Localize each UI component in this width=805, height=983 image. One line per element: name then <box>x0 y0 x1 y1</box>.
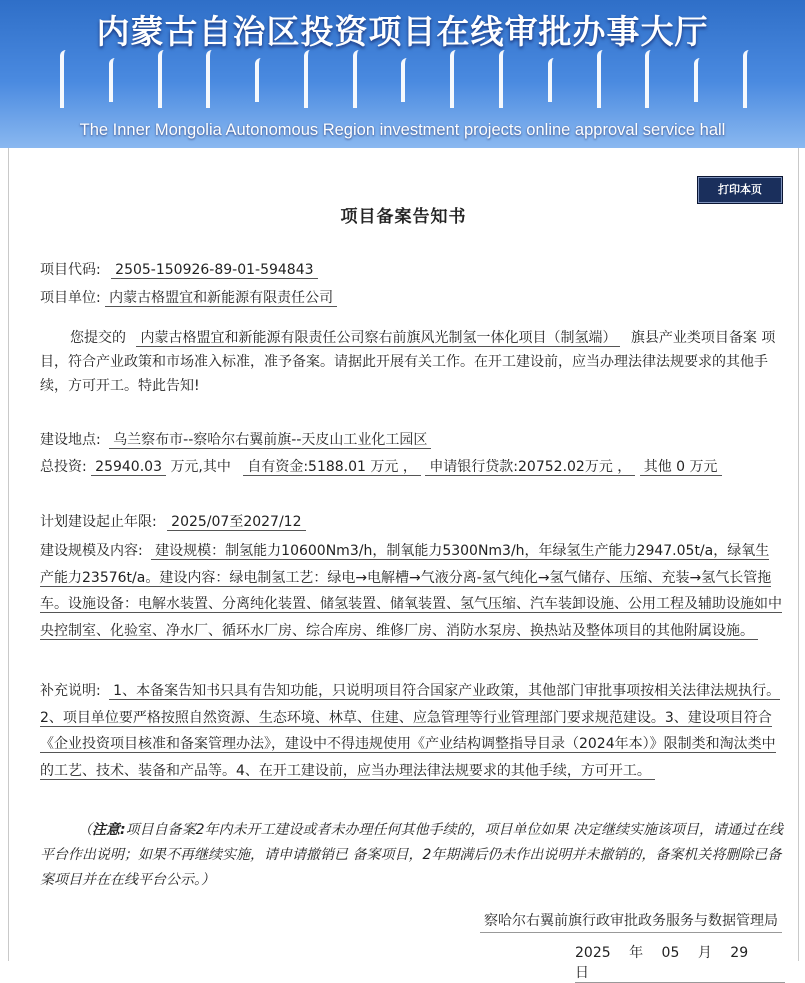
project-code-value: 2505-150926-89-01-594843 <box>111 262 317 279</box>
supplement-value: 1、本备案告知书只具有告知功能，只说明项目符合国家产业政策，其他部门审批事项按相关法律法规执行。2、项目单位要严格按照自然资源、生态环境、林草、住建、应急管理等行业管理部门要求规范建设。3、建设项目符合《企业投资项目核准和备案管理办法》，建设中不得违规使用《产业结构调整指导目录（2024年本）》限制类和淘汰类中的工艺、技术、装备和产品等。4、在开工建设前，应当办理法律法规要求的其他手续，方可开工。 <box>40 683 781 779</box>
project-code-row <box>40 259 318 281</box>
investment-value: 25940.03 <box>91 459 166 476</box>
project-unit-value: 内蒙古格盟宜和新能源有限责任公司 <box>105 290 337 307</box>
notice-intro: 您提交的 <box>70 330 126 346</box>
site-title-en: The Inner Mongolia Autonomous Region investment projects online approval service hall <box>79 121 726 139</box>
note-prefix: （ <box>78 822 92 838</box>
scale-value: 建设规模：制氢能力10600Nm3/h，制氧能力5300Nm3/h，年绿氢生产能力2947.05t/a，绿氧生产能力23576t/a。建设内容：绿电制氢工艺：绿电→电解槽→气液分离-氢气纯化→氢气储存、压缩、充装→氢气长管拖车。设施设备：电解水装置、分离纯化装置、储氢装置、储氧装置、氢气压缩、汽车装卸设施、公用工程及辅助设施如中央控制室、化验室、净水厂、循环水厂房、综合库房、维修厂房、消防水泵房、换热站及整体项目的其他附属设施。 <box>40 543 782 639</box>
supplement-row <box>40 678 782 784</box>
scale-label: 建设规模及内容: <box>40 543 143 559</box>
issue-date <box>575 942 785 983</box>
document-title: 项目备案告知书 <box>340 207 467 227</box>
date-day-unit: 日 <box>575 965 589 981</box>
period-row <box>40 511 306 533</box>
location-row <box>40 429 431 451</box>
date-month-unit: 月 <box>697 945 712 961</box>
print-button[interactable]: 打印本页 <box>698 177 782 203</box>
note-paragraph <box>40 818 784 893</box>
notice-project-type: 旗县产业类项目备案 <box>630 330 757 346</box>
notice-text: 项目，符合产业政策和市场准入标准，准予备案。请据此开展有关工作。在开工建设前，应当办理法律法规要求的其他手续，方可开工。特此告知! <box>40 330 776 394</box>
date-month: 05 <box>661 945 680 961</box>
notice-paragraph <box>40 326 776 398</box>
own-funds: 自有资金:5188.01 万元 ， <box>243 459 421 476</box>
investment-label: 总投资: <box>40 459 87 475</box>
date-year-unit: 年 <box>629 945 644 961</box>
date-day: 29 <box>730 945 749 961</box>
project-unit-row <box>40 287 337 309</box>
note-text: 项目自备案2年内未开工建设或者未办理任何其他手续的，项目单位如果 决定继续实施该项目，请通过在线平台作出说明；如果不再继续实施，请申请撤销已 备案项目，2年期满后仍未作出说明并未撤销的，备案机关将删除已备案项目并在在线平台公示。） <box>40 822 783 888</box>
scale-row <box>40 538 782 644</box>
location-label: 建设地点: <box>40 432 101 448</box>
notice-project-name: 内蒙古格盟宜和新能源有限责任公司察右前旗风光制氢一体化项目（制氢端） <box>136 330 620 347</box>
mongolian-script-title <box>60 50 765 116</box>
supplement-label: 补充说明: <box>40 683 101 699</box>
date-year: 2025 <box>575 945 611 961</box>
location-value: 乌兰察布市--察哈尔右翼前旗--天皮山工业化工园区 <box>109 432 431 449</box>
project-code-label: 项目代码: <box>40 262 101 278</box>
header-banner <box>0 0 805 148</box>
investment-row <box>40 455 776 480</box>
investment-unit: 万元,其中 <box>170 459 231 475</box>
bank-loan: 申请银行贷款:20752.02万元 ， <box>425 459 635 476</box>
notice-document <box>8 148 799 981</box>
period-label: 计划建设起止年限: <box>40 514 157 530</box>
issuing-authority: 察哈尔右翼前旗行政审批政务服务与数据管理局 <box>480 910 782 933</box>
site-title-cn: 内蒙古自治区投资项目在线审批办事大厅 <box>96 12 709 51</box>
project-unit-label: 项目单位: <box>40 290 101 306</box>
period-value: 2025/07至2027/12 <box>167 514 305 531</box>
other-funds: 其他 0 万元 <box>640 459 722 476</box>
note-label: 注意: <box>92 822 126 838</box>
